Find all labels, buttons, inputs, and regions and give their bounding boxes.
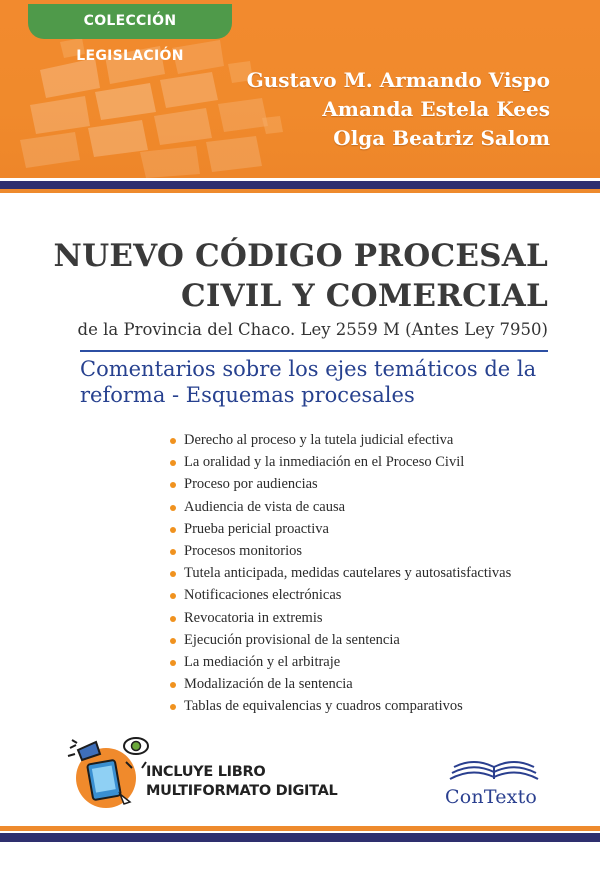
author-name: Olga Beatriz Salom bbox=[333, 126, 550, 150]
author-list bbox=[247, 66, 550, 153]
list-item: La mediación y el arbitraje bbox=[170, 651, 511, 673]
bullet-icon bbox=[170, 682, 176, 688]
topic-line: Comentarios sobre los ejes temáticos de la bbox=[80, 357, 537, 381]
title-rule bbox=[80, 350, 548, 352]
bullet-icon bbox=[170, 549, 176, 555]
list-item: Prueba pericial proactiva bbox=[170, 518, 511, 540]
bullet-icon bbox=[170, 505, 176, 511]
navy-stripe bbox=[0, 181, 600, 189]
navy-stripe bbox=[0, 833, 600, 842]
author-name: Gustavo M. Armando Vispo bbox=[246, 68, 550, 92]
bullet-icon bbox=[170, 616, 176, 622]
promo-text bbox=[146, 763, 337, 801]
author-name: Amanda Estela Kees bbox=[322, 97, 550, 121]
digital-book-icon bbox=[60, 728, 156, 812]
bullet-icon bbox=[170, 593, 176, 599]
book-subtitle: de la Provincia del Chaco. Ley 2559 M (Antes Ley 7950) bbox=[77, 320, 548, 339]
title-block bbox=[28, 236, 548, 342]
list-item: Audiencia de vista de causa bbox=[170, 496, 511, 518]
list-item: Tablas de equivalencias y cuadros comparativos bbox=[170, 695, 511, 717]
bullet-icon bbox=[170, 660, 176, 666]
bullet-icon bbox=[170, 460, 176, 466]
orange-stripe bbox=[0, 189, 600, 193]
promo-line: INCLUYE LIBRO bbox=[146, 764, 266, 780]
bullet-icon bbox=[170, 438, 176, 444]
bullet-icon bbox=[170, 704, 176, 710]
book-title: NUEVO CÓDIGO PROCESAL bbox=[53, 238, 548, 274]
publisher-logo: ConTexto bbox=[445, 786, 538, 808]
list-item: Procesos monitorios bbox=[170, 540, 511, 562]
cover-header bbox=[0, 0, 600, 178]
list-item: Revocatoria in extremis bbox=[170, 607, 511, 629]
list-item: Notificaciones electrónicas bbox=[170, 584, 511, 606]
topic-line: reforma - Esquemas procesales bbox=[80, 383, 415, 407]
promo-line: MULTIFORMATO DIGITAL bbox=[146, 783, 338, 799]
bullet-icon bbox=[170, 638, 176, 644]
topic-heading bbox=[80, 356, 560, 408]
list-item: Modalización de la sentencia bbox=[170, 673, 511, 695]
series-badge: COLECCIÓN LEGISLACIÓN bbox=[28, 4, 232, 39]
list-item: Derecho al proceso y la tutela judicial efectiva bbox=[170, 429, 511, 451]
bullet-icon bbox=[170, 571, 176, 577]
list-item: Proceso por audiencias bbox=[170, 473, 511, 495]
list-item: Ejecución provisional de la sentencia bbox=[170, 629, 511, 651]
topics-list bbox=[170, 429, 511, 717]
bullet-icon bbox=[170, 527, 176, 533]
bullet-icon bbox=[170, 482, 176, 488]
book-title: CIVIL Y COMERCIAL bbox=[180, 278, 548, 314]
list-item: La oralidad y la inmediación en el Proceso Civil bbox=[170, 451, 511, 473]
list-item: Tutela anticipada, medidas cautelares y autosatisfactivas bbox=[170, 562, 511, 584]
orange-stripe bbox=[0, 826, 600, 831]
